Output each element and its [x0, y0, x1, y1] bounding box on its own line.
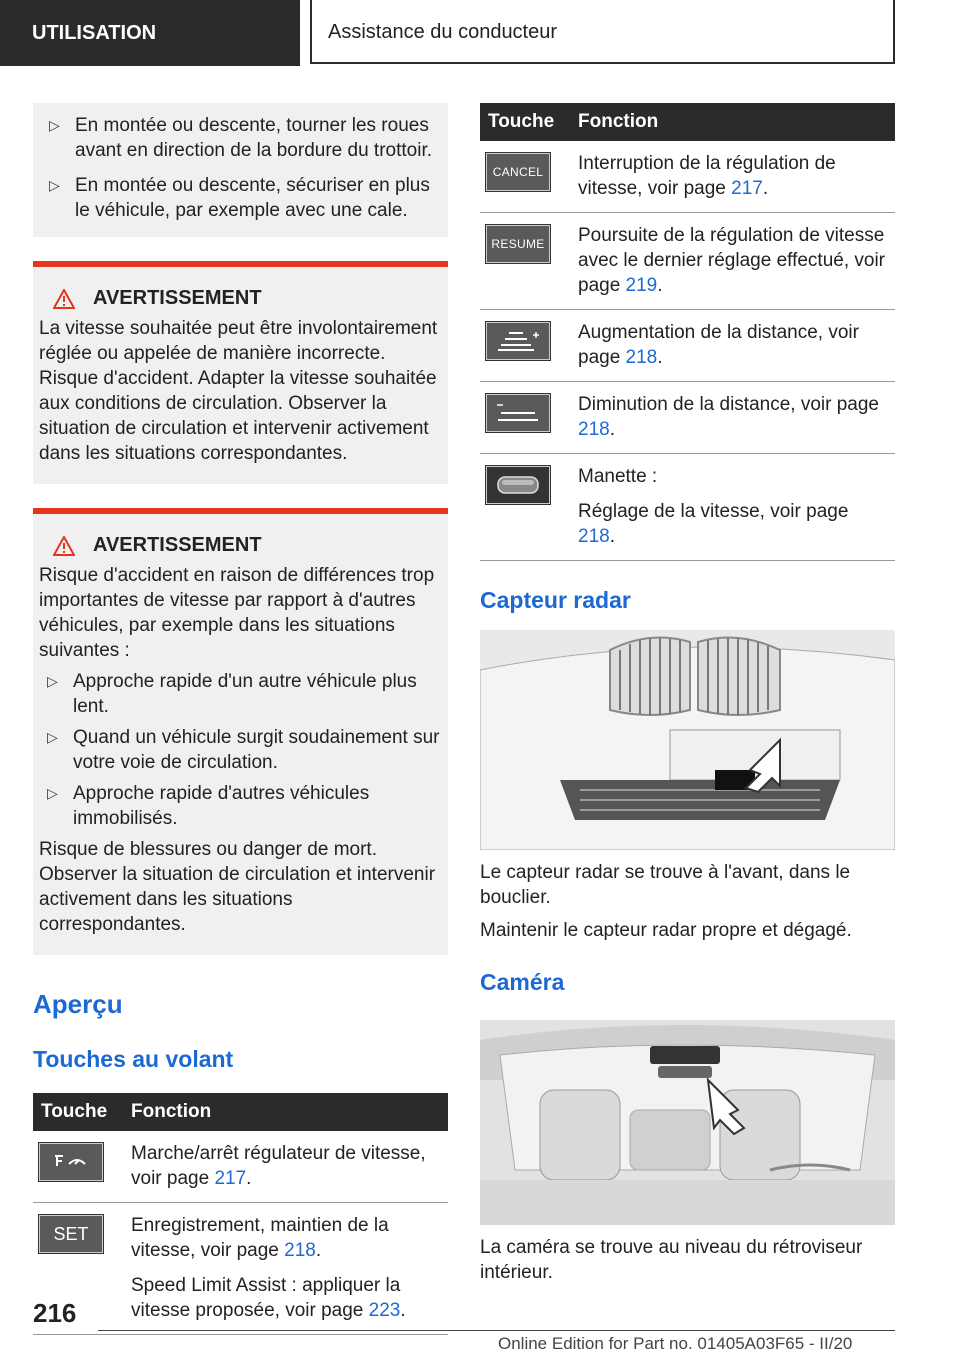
list-item: ▷ Approche rapide d'un autre véhicule plus lent.: [39, 669, 440, 719]
page-link[interactable]: 218: [578, 419, 610, 440]
subsection-heading: Touches au volant: [33, 1046, 234, 1072]
footer-divider: [98, 1330, 895, 1331]
chapter-tab: Assistance du conducteur: [310, 0, 895, 64]
page-link[interactable]: 223: [368, 1300, 401, 1321]
resume-key-icon: RESUME: [486, 225, 550, 263]
left-column: [33, 103, 448, 1335]
edition-text: Online Edition for Part no. 01405A03F65 - II/20: [498, 1334, 853, 1353]
list-item: ▷ Quand un véhicule surgit soudainement sur votre voie de circulation.: [39, 725, 440, 775]
table-header: [33, 1093, 448, 1131]
table-row: CANCEL Interruption de la régulation de vitesse, voir page 217.: [480, 141, 895, 213]
table-header: [480, 103, 895, 141]
warning-box: [33, 261, 448, 484]
page-link[interactable]: 218: [578, 526, 610, 547]
table-row: RESUME Poursuite de la régulation de vitesse avec le dernier réglage effectué, voir page 219.: [480, 213, 895, 310]
col-function: Fonction: [570, 103, 895, 141]
list-item: ▷ En montée ou descente, sécuriser en plus le véhicule, par exemple avec une cale.: [41, 173, 440, 223]
warning-icon: [53, 536, 75, 556]
radar-sensor-image: [480, 630, 895, 850]
list-item: ▷ En montée ou descente, tourner les roues avant en direction de la bordure du trottoir.: [41, 113, 440, 163]
list-item: ▷ Approche rapide d'autres véhicules immobilisés.: [39, 781, 440, 831]
radar-heading: Capteur radar: [480, 587, 631, 613]
right-column: [480, 103, 895, 1285]
col-function: Fonction: [123, 1093, 448, 1131]
bullet-box: [33, 103, 448, 237]
radar-text-1: Le capteur radar se trouve à l'avant, dans le bouclier.: [480, 862, 851, 908]
camera-image: [480, 1020, 895, 1225]
section-tab: UTILISATION: [0, 0, 300, 66]
triangle-bullet-icon: ▷: [47, 729, 58, 745]
table-row: Manette : Réglage de la vitesse, voir page 218.: [480, 454, 895, 561]
cruise-control-key-icon: [39, 1143, 103, 1181]
page-header: [0, 0, 960, 66]
set-key-icon: SET: [39, 1215, 103, 1253]
triangle-bullet-icon: ▷: [49, 117, 60, 133]
distance-increase-key-icon: [486, 322, 550, 360]
triangle-bullet-icon: ▷: [47, 673, 58, 689]
camera-text: La caméra se trouve au niveau du rétroviseur intérieur.: [480, 1237, 863, 1283]
page-link[interactable]: 218: [625, 347, 658, 368]
page-link[interactable]: 217: [214, 1168, 247, 1189]
page-number: 216: [33, 1298, 77, 1328]
table-row: Diminution de la distance, voir page 218.: [480, 382, 895, 454]
section-heading: Aperçu: [33, 989, 123, 1019]
warning-text: La vitesse souhaitée peut être involontairement réglée ou appelée de manière incorrecte. Risque d'accident. Adapter la vitesse souhaitée aux conditions de circulation. Observer la situation de circulation et intervenir activement dans les situations correspondantes.: [39, 318, 438, 464]
warning-title: AVERTISSEMENT: [39, 534, 440, 557]
triangle-bullet-icon: ▷: [49, 177, 60, 193]
lever-key-icon: [486, 466, 550, 504]
distance-decrease-key-icon: [486, 394, 550, 432]
page-link[interactable]: 218: [284, 1240, 316, 1261]
warning-title: AVERTISSEMENT: [39, 287, 440, 310]
warning-icon: [53, 289, 75, 309]
page-link[interactable]: 219: [625, 275, 658, 296]
page-link[interactable]: 217: [731, 178, 763, 199]
warning-box: [33, 508, 448, 955]
radar-text-2: Maintenir le capteur radar propre et dégagé.: [480, 920, 852, 941]
table-row: Marche/arrêt régulateur de vitesse, voir page 217.: [33, 1131, 448, 1203]
table-row: SET Enregistrement, maintien de la vitesse, voir page 218. Speed Limit Assist : appliquer la vitesse proposée, voir page 223.: [33, 1203, 448, 1335]
triangle-bullet-icon: ▷: [47, 785, 58, 801]
camera-heading: Caméra: [480, 969, 565, 995]
table-row: Augmentation de la distance, voir page 218.: [480, 310, 895, 382]
steering-keys-table-continued: [480, 103, 895, 561]
col-key: Touche: [480, 103, 570, 141]
col-key: Touche: [33, 1093, 123, 1131]
steering-keys-table: [33, 1093, 448, 1335]
warning-intro: Risque d'accident en raison de différences trop importantes de vitesse par rapport à d'autres véhicules, par exemple dans les situations suivantes :: [39, 565, 435, 661]
cancel-key-icon: CANCEL: [486, 153, 550, 191]
warning-outro: Risque de blessures ou danger de mort. Observer la situation de circulation et intervenir activement dans les situations correspondantes.: [39, 839, 436, 935]
